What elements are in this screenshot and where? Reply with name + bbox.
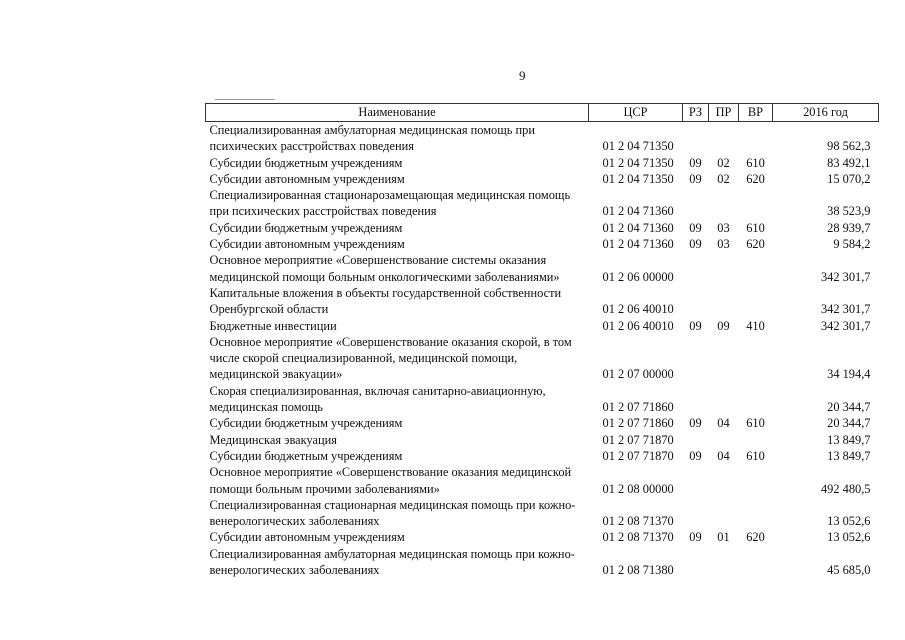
table-row (206, 529, 879, 545)
row-rz (683, 497, 709, 530)
scan-artifact-line (215, 99, 275, 100)
budget-table (205, 103, 879, 578)
row-rz: 09 (689, 171, 702, 186)
row-vr: 610 (746, 416, 765, 431)
table-row (206, 464, 879, 497)
row-vr: 620 (746, 237, 765, 252)
row-csr: 01 2 04 71360 (602, 204, 674, 219)
header-pr: ПР (709, 104, 739, 122)
header-csr: ЦСР (589, 104, 683, 122)
row-pr: 03 (717, 220, 730, 235)
row-pr (709, 464, 739, 497)
header-name: Наименование (206, 104, 589, 122)
row-name: Специализированная стационарозамещающая медицинская помощь при психических расстройствах поведения (209, 188, 571, 219)
row-csr: 01 2 04 71350 (602, 155, 674, 170)
row-amount: 20 344,7 (827, 400, 871, 415)
row-pr (709, 432, 739, 448)
row-rz (683, 432, 709, 448)
row-rz (683, 122, 709, 155)
table-row (206, 285, 879, 318)
row-rz: 09 (689, 318, 702, 333)
row-name: Субсидии автономным учреждениям (209, 237, 405, 252)
row-amount: 13 849,7 (827, 448, 871, 463)
row-vr (739, 383, 773, 416)
row-vr (739, 546, 773, 579)
row-csr: 01 2 08 71380 (602, 563, 674, 578)
row-amount: 34 194,4 (827, 367, 871, 382)
row-amount: 28 939,7 (827, 220, 871, 235)
row-pr: 04 (717, 448, 730, 463)
table-row (206, 546, 879, 579)
row-pr (709, 122, 739, 155)
row-amount: 83 492,1 (827, 155, 871, 170)
row-csr: 01 2 06 40010 (602, 302, 674, 317)
table-row (206, 122, 879, 155)
row-pr (709, 252, 739, 285)
row-csr: 01 2 08 71370 (602, 530, 674, 545)
row-pr: 01 (717, 530, 730, 545)
row-name: Капитальные вложения в объекты государственной собственности Оренбургской области (209, 285, 562, 317)
table-row (206, 171, 879, 187)
header-rz: РЗ (683, 104, 709, 122)
row-name: Специализированная амбулаторная медицинская помощь при кожно-венерологических заболеваниях (209, 546, 575, 578)
row-vr: 610 (746, 448, 765, 463)
row-name: Субсидии бюджетным учреждениям (209, 220, 403, 235)
row-pr: 02 (717, 155, 730, 170)
row-csr: 01 2 04 71360 (602, 237, 674, 252)
row-name: Специализированная стационарная медицинская помощь при кожно-венерологических заболеваниях (209, 497, 576, 529)
row-rz (683, 187, 709, 220)
table-row (206, 497, 879, 530)
table-row (206, 155, 879, 171)
row-csr: 01 2 06 00000 (602, 269, 674, 284)
row-pr: 02 (717, 171, 730, 186)
row-vr (739, 252, 773, 285)
row-amount: 492 480,5 (820, 481, 871, 496)
row-pr (709, 383, 739, 416)
row-vr (739, 285, 773, 318)
row-csr: 01 2 07 71860 (602, 400, 674, 415)
row-amount: 13 052,6 (827, 514, 871, 529)
header-year: 2016 год (773, 104, 879, 122)
row-vr: 620 (746, 530, 765, 545)
row-amount: 342 301,7 (820, 318, 871, 333)
row-vr (739, 464, 773, 497)
row-csr: 01 2 04 71360 (602, 220, 674, 235)
table-row (206, 220, 879, 236)
row-amount: 45 685,0 (827, 563, 871, 578)
row-amount: 9 584,2 (833, 237, 871, 252)
row-rz (683, 383, 709, 416)
row-name: Основное мероприятие «Совершенствование системы оказания медицинской помощи больным онкологическими заболеваниями» (209, 253, 560, 284)
row-rz (683, 252, 709, 285)
page-number: 9 (519, 68, 526, 83)
row-rz (683, 546, 709, 579)
row-amount: 98 562,3 (827, 139, 871, 154)
row-vr (739, 122, 773, 155)
row-csr: 01 2 08 00000 (602, 481, 674, 496)
row-rz: 09 (689, 416, 702, 431)
row-pr (709, 187, 739, 220)
row-name: Бюджетные инвестиции (209, 318, 337, 333)
table-header-row (206, 104, 879, 122)
row-csr: 01 2 07 71870 (602, 448, 674, 463)
row-amount: 342 301,7 (820, 269, 871, 284)
row-csr: 01 2 07 71860 (602, 416, 674, 431)
row-pr (709, 334, 739, 383)
row-name: Основное мероприятие «Совершенствование оказания скорой, в том числе скорой специализированной, медицинской помощи, медицинской эвакуации» (209, 334, 572, 382)
row-rz: 09 (689, 448, 702, 463)
row-csr: 01 2 04 71350 (602, 171, 674, 186)
row-rz: 09 (689, 237, 702, 252)
header-vr: ВР (739, 104, 773, 122)
row-name: Основное мероприятие «Совершенствование оказания медицинской помощи больным прочими заболеваниями» (209, 465, 572, 496)
row-pr (709, 497, 739, 530)
row-csr: 01 2 07 00000 (602, 367, 674, 382)
row-vr: 620 (746, 171, 765, 186)
row-amount: 13 052,6 (827, 530, 871, 545)
row-name: Субсидии бюджетным учреждениям (209, 155, 403, 170)
row-vr: 410 (746, 318, 765, 333)
row-name: Субсидии автономным учреждениям (209, 171, 405, 186)
row-amount: 342 301,7 (820, 302, 871, 317)
table-row (206, 187, 879, 220)
table-row (206, 383, 879, 416)
row-name: Субсидии бюджетным учреждениям (209, 416, 403, 431)
row-name: Медицинская эвакуация (209, 432, 337, 447)
row-vr (739, 334, 773, 383)
row-pr (709, 285, 739, 318)
row-amount: 38 523,9 (827, 204, 871, 219)
row-amount: 15 070,2 (827, 171, 871, 186)
row-name: Субсидии бюджетным учреждениям (209, 448, 403, 463)
row-name: Скорая специализированная, включая санитарно-авиационную, медицинская помощь (209, 383, 546, 415)
row-rz (683, 334, 709, 383)
row-vr (739, 497, 773, 530)
row-amount: 20 344,7 (827, 416, 871, 431)
row-vr (739, 187, 773, 220)
row-pr: 04 (717, 416, 730, 431)
table-row (206, 252, 879, 285)
table-row (206, 415, 879, 431)
row-csr: 01 2 04 71350 (602, 139, 674, 154)
row-name: Субсидии автономным учреждениям (209, 530, 405, 545)
row-rz: 09 (689, 220, 702, 235)
row-rz (683, 285, 709, 318)
row-rz: 09 (689, 155, 702, 170)
row-pr: 09 (717, 318, 730, 333)
row-csr: 01 2 06 40010 (602, 318, 674, 333)
row-csr: 01 2 08 71370 (602, 514, 674, 529)
row-vr (739, 432, 773, 448)
table-row (206, 236, 879, 252)
row-pr (709, 546, 739, 579)
table-row (206, 334, 879, 383)
row-amount: 13 849,7 (827, 432, 871, 447)
row-csr: 01 2 07 71870 (602, 432, 674, 447)
row-rz (683, 464, 709, 497)
row-vr: 610 (746, 220, 765, 235)
row-name: Специализированная амбулаторная медицинская помощь при психических расстройствах поведения (209, 123, 536, 154)
table-row (206, 432, 879, 448)
table-row (206, 318, 879, 334)
table-row (206, 448, 879, 464)
row-pr: 03 (717, 237, 730, 252)
row-rz: 09 (689, 530, 702, 545)
row-vr: 610 (746, 155, 765, 170)
